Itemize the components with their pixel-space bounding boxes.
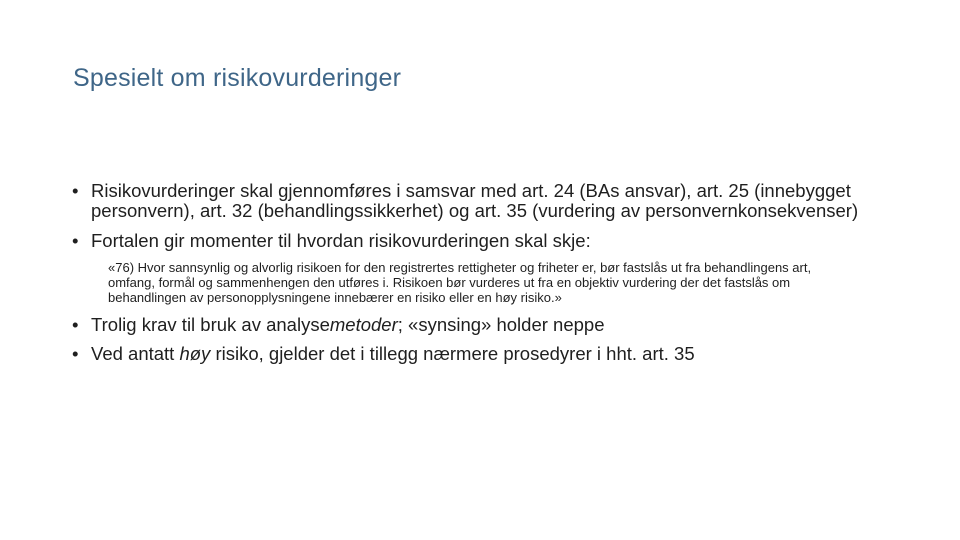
bullet-icon: • [72, 343, 79, 364]
bullet-item-preamble [72, 231, 872, 251]
bullet-text: Risikovurderinger skal gjennomføres i samsvar med art. 24 (BAs ansvar), art. 25 (innebygget personvern), art. 32 (behandlingssikkerhet) og art. 35 (vurdering av personvernkonsekvenser) [91, 180, 859, 221]
bullet-icon: • [72, 180, 79, 201]
bullet-text-italic: høy [179, 343, 211, 364]
bullet-text-before: Trolig krav til bruk av analyse [91, 314, 330, 335]
bullet-item-high-risk [72, 344, 872, 364]
bullet-icon: • [72, 314, 79, 335]
bullet-text: Fortalen gir momenter til hvordan risikovurderingen skal skje: [91, 230, 591, 251]
bullet-text-before: Ved antatt [91, 343, 180, 364]
recital-quote: «76) Hvor sannsynlig og alvorlig risikoen for den registrertes rettigheter og friheter er, bør fastslås ut fra behandlingens art, omfang, formål og sammenhengen den utføres i. Risikoen bør vurderes ut fra en objektiv vurdering der det fastslås om behandlingen av personopplysningene innebærer en risiko eller en høy risiko.» [108, 260, 812, 305]
bullet-text-after: risiko, gjelder det i tillegg nærmere prosedyrer i hht. art. 35 [210, 343, 695, 364]
bullet-text-italic: metoder [329, 314, 398, 335]
bullet-item-risk-assessments [72, 181, 872, 221]
bullet-list [72, 181, 872, 364]
bullet-icon: • [72, 230, 79, 251]
bullet-text-after: ; «synsing» holder neppe [397, 314, 605, 335]
slide-title: Spesielt om risikovurderinger [73, 64, 402, 92]
bullet-item-analysis-methods [72, 315, 872, 335]
